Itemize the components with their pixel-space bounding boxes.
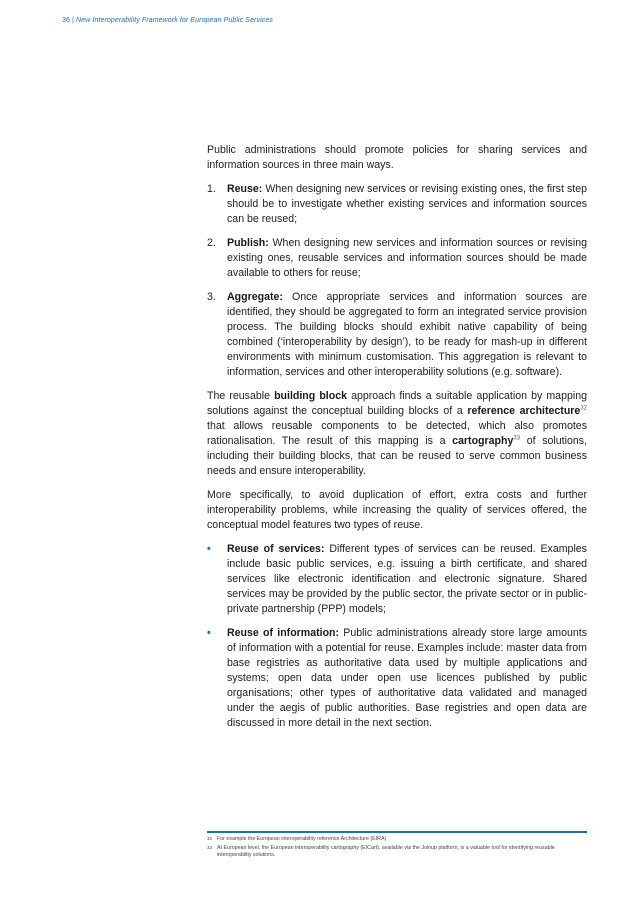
item-number: 2. bbox=[207, 237, 216, 249]
bullet-item-reuse-of-services bbox=[207, 542, 587, 617]
item-text: Different types of services can be reused. Examples include basic public services, e.g. issuing a birth certificate, and shared services like electronic identification and electronic signature. Shared services may be provided by the public sector, the private sector or in public-private partnership (PPP) models; bbox=[227, 543, 587, 615]
text-run: of solutions, including their building blocks, that can be reused to serve common business needs and ensure interoperability. bbox=[207, 435, 587, 477]
footnote-number: 32 bbox=[207, 836, 213, 841]
header-separator: | bbox=[70, 17, 77, 24]
item-term: Reuse: bbox=[227, 183, 263, 195]
footnote-divider bbox=[207, 831, 587, 833]
running-header bbox=[62, 17, 273, 24]
footnote-32 bbox=[207, 836, 587, 843]
item-text: When designing new services or revising existing ones, the first step should be to investigate whether existing services and information sources can be reused; bbox=[227, 183, 587, 225]
item-text: When designing new services and information sources or revising existing ones, reusable services and information sources should be made available to others for reuse; bbox=[227, 237, 587, 279]
footnote-ref-32[interactable]: 32 bbox=[580, 405, 588, 412]
term-cartography: cartography bbox=[452, 435, 514, 447]
footnotes bbox=[207, 836, 587, 861]
item-term: Reuse of information: bbox=[227, 627, 340, 639]
item-number: 3. bbox=[207, 291, 216, 303]
text-run: that allows reusable components to be detected, which also promotes rationalisation. The result of this mapping is a bbox=[207, 420, 587, 447]
bullet-icon: • bbox=[207, 543, 211, 555]
item-text: Once appropriate services and information sources are identified, they should be aggregated to form an integrated service provision process. The building blocks should exhibit native capability of being combined (‘interoperability by design’), to be ready for mash-up in different environments with minimum customisation. This aggregation is relevant to information, services and other interoperability solutions (e.g. software). bbox=[227, 291, 587, 378]
bullet-item-reuse-of-information bbox=[207, 626, 587, 731]
footnote-text: For example the European interoperability reference Architecture (EIRA) bbox=[217, 836, 387, 842]
header-title: New Interoperability Framework for European Public Services bbox=[76, 17, 273, 24]
text-run: The reusable bbox=[207, 390, 275, 402]
item-number: 1. bbox=[207, 183, 216, 195]
footnote-33 bbox=[207, 845, 587, 860]
item-term: Reuse of services: bbox=[227, 543, 325, 555]
footnote-number: 33 bbox=[207, 844, 213, 850]
term-building-block: building block bbox=[274, 390, 347, 402]
intro-paragraph: Public administrations should promote policies for sharing services and information sources in three main ways. bbox=[207, 144, 587, 171]
footnote-ref-33[interactable]: 33 bbox=[513, 435, 521, 442]
text-run: approach finds a suitable application by mapping solutions against the conceptual building blocks of a bbox=[207, 390, 587, 417]
footnote-text: At European level, the European interoperability cartography (EICart), available via the Joinup platform, is a valuable tool for identifying reusable interoperability solutions. bbox=[217, 844, 555, 859]
numbered-item-reuse bbox=[207, 182, 587, 227]
term-reference-architecture: reference architecture bbox=[467, 405, 581, 417]
reuse-types-paragraph: More specifically, to avoid duplication of effort, extra costs and further interoperability problems, while increasing the quality of services offered, the conceptual model features two types of reuse. bbox=[207, 489, 587, 531]
item-term: Publish: bbox=[227, 237, 269, 249]
numbered-item-aggregate bbox=[207, 290, 587, 380]
bullet-icon: • bbox=[207, 627, 211, 639]
main-content bbox=[207, 143, 587, 740]
page-number: 36 bbox=[62, 17, 70, 24]
item-term: Aggregate: bbox=[227, 291, 283, 303]
item-text: Public administrations already store large amounts of information with a potential for reuse. Examples include: master data from base registries as authoritative data used by multiple applications and systems; open data under open use licences published by public organisations; other types of authoritative data validated and managed under the aegis of public authorities. Base registries and open data are discussed in more detail in the next section. bbox=[227, 627, 587, 729]
building-block-paragraph bbox=[207, 389, 587, 479]
numbered-item-publish bbox=[207, 236, 587, 281]
